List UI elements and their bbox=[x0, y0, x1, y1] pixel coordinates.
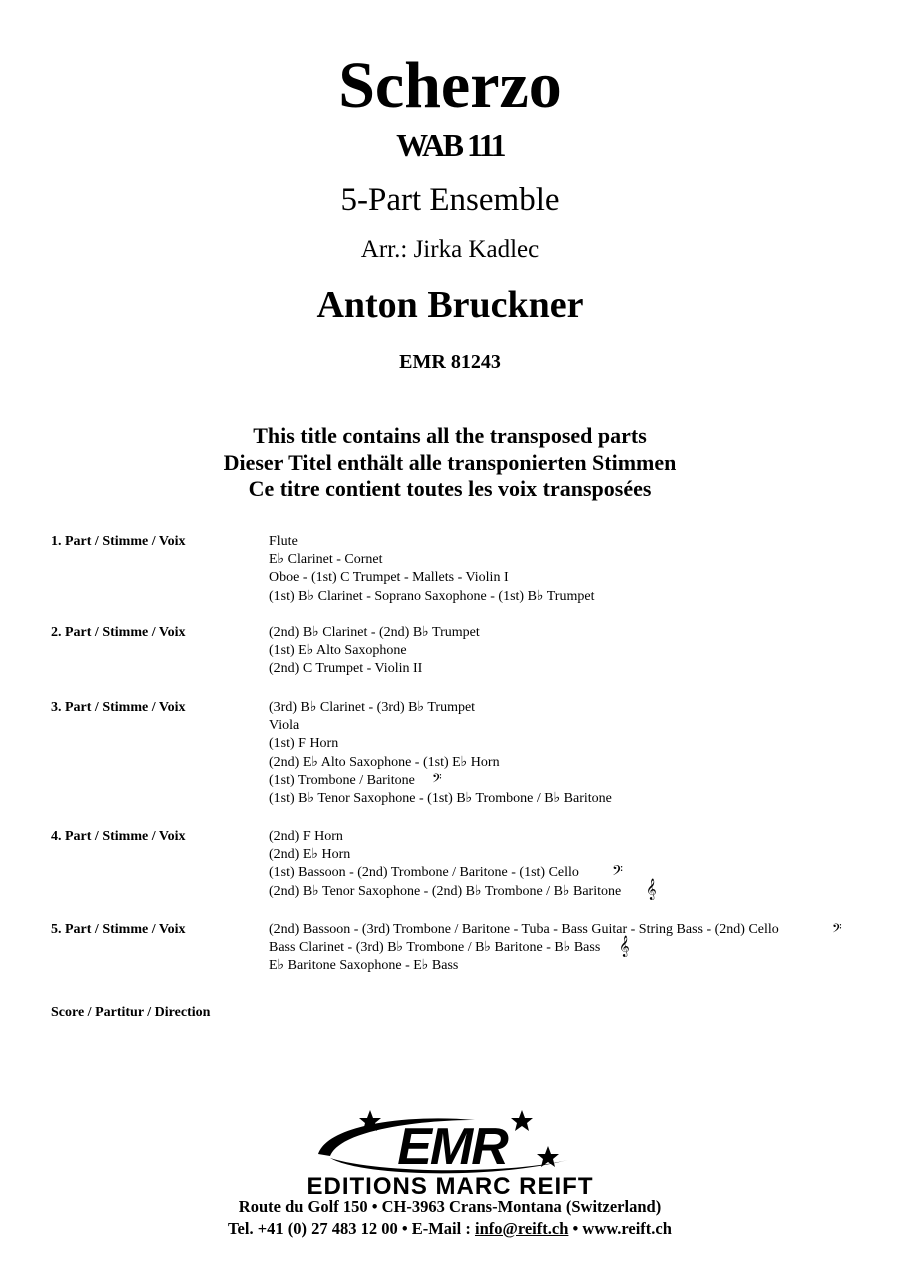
catalog-number: WAB 111 bbox=[396, 127, 504, 163]
publisher-address: Route du Golf 150 • CH-3963 Crans-Montana (Switzerland) bbox=[238, 1197, 662, 1216]
notice-en: This title contains all the transposed parts bbox=[253, 423, 647, 448]
bass-clef-icon: 𝄢 bbox=[612, 863, 623, 883]
instrument-line: (2nd) F Horn bbox=[269, 829, 343, 844]
instrument-line: Bass Clarinet - (3rd) B♭ Trombone / B♭ Baritone - B♭ Bass bbox=[269, 940, 601, 956]
website-text[interactable]: • www.reift.ch bbox=[568, 1219, 672, 1238]
instrument-line: E♭ Baritone Saxophone - E♭ Bass bbox=[269, 958, 459, 974]
publisher-name: EDITIONS MARC REIFT bbox=[306, 1173, 594, 1198]
part-2-label: 2. Part / Stimme / Voix bbox=[51, 625, 186, 640]
instrument-line: Viola bbox=[269, 718, 300, 734]
part-4-label: 4. Part / Stimme / Voix bbox=[51, 829, 186, 844]
instrument-line: Flute bbox=[269, 534, 298, 549]
instrument-line: (2nd) Bassoon - (3rd) Trombone / Baritone - Tuba - Bass Guitar - String Bass - (2nd) Cello bbox=[269, 922, 779, 937]
title: Scherzo bbox=[338, 49, 562, 122]
instrument-line: (1st) B♭ Tenor Saxophone - (1st) B♭ Trombone / B♭ Baritone bbox=[269, 791, 612, 807]
notice-de: Dieser Titel enthält alle transponierten Stimmen bbox=[223, 449, 677, 475]
part-1-instruments bbox=[269, 533, 594, 606]
instrument-line: (1st) F Horn bbox=[269, 736, 339, 752]
instrument-line: (1st) Trombone / Baritone bbox=[269, 772, 415, 788]
edition-number: EMR 81243 bbox=[399, 351, 501, 373]
emr-logo bbox=[300, 1108, 600, 1198]
instrument-line: (2nd) C Trumpet - Violin II bbox=[269, 661, 423, 677]
part-4-instruments bbox=[269, 828, 621, 901]
part-3-instruments bbox=[269, 699, 612, 808]
instrument-line: Oboe - (1st) C Trumpet - Mallets - Violin I bbox=[269, 570, 509, 586]
score-label: Score / Partitur / Direction bbox=[51, 1005, 211, 1020]
bass-clef-icon: 𝄢 bbox=[432, 771, 442, 789]
instrument-line: (2nd) E♭ Alto Saxophone - (1st) E♭ Horn bbox=[269, 754, 500, 770]
part-1-label: 1. Part / Stimme / Voix bbox=[51, 534, 186, 549]
notice-fr: Ce titre contient toutes les voix transposées bbox=[248, 476, 652, 501]
instrument-line: (2nd) E♭ Horn bbox=[269, 847, 351, 863]
publisher-contact bbox=[0, 1218, 900, 1239]
treble-clef-icon: 𝄞 bbox=[646, 879, 657, 900]
logo-text: EMR bbox=[397, 1118, 507, 1176]
instrument-line: (1st) Bassoon - (2nd) Trombone / Baritone - (1st) Cello bbox=[269, 865, 579, 881]
part-5-instruments bbox=[269, 921, 779, 976]
transposition-notice bbox=[0, 423, 900, 503]
part-2-instruments bbox=[269, 624, 480, 679]
instrument-line: E♭ Clarinet - Cornet bbox=[269, 552, 383, 568]
instrument-line: (2nd) B♭ Tenor Saxophone - (2nd) B♭ Trombone / B♭ Baritone bbox=[269, 883, 622, 899]
instrument-line: (2nd) B♭ Clarinet - (2nd) B♭ Trumpet bbox=[269, 625, 480, 640]
instrument-line: (1st) E♭ Alto Saxophone bbox=[269, 643, 407, 659]
part-3-label: 3. Part / Stimme / Voix bbox=[51, 700, 186, 715]
ensemble-type: 5-Part Ensemble bbox=[340, 182, 560, 218]
email-link[interactable]: info@reift.ch bbox=[474, 1219, 569, 1238]
composer: Anton Bruckner bbox=[316, 284, 584, 326]
phone-text: Tel. +41 (0) 27 483 12 00 • E-Mail : bbox=[228, 1219, 475, 1238]
arranger: Arr.: Jirka Kadlec bbox=[360, 236, 540, 263]
instrument-line: (1st) B♭ Clarinet - Soprano Saxophone - (1st) B♭ Trumpet bbox=[269, 588, 595, 604]
treble-clef-icon: 𝄞 bbox=[619, 936, 630, 957]
bass-clef-icon: 𝄢 bbox=[832, 921, 842, 939]
part-5-label: 5. Part / Stimme / Voix bbox=[51, 922, 186, 937]
instrument-line: (3rd) B♭ Clarinet - (3rd) B♭ Trumpet bbox=[269, 700, 476, 715]
